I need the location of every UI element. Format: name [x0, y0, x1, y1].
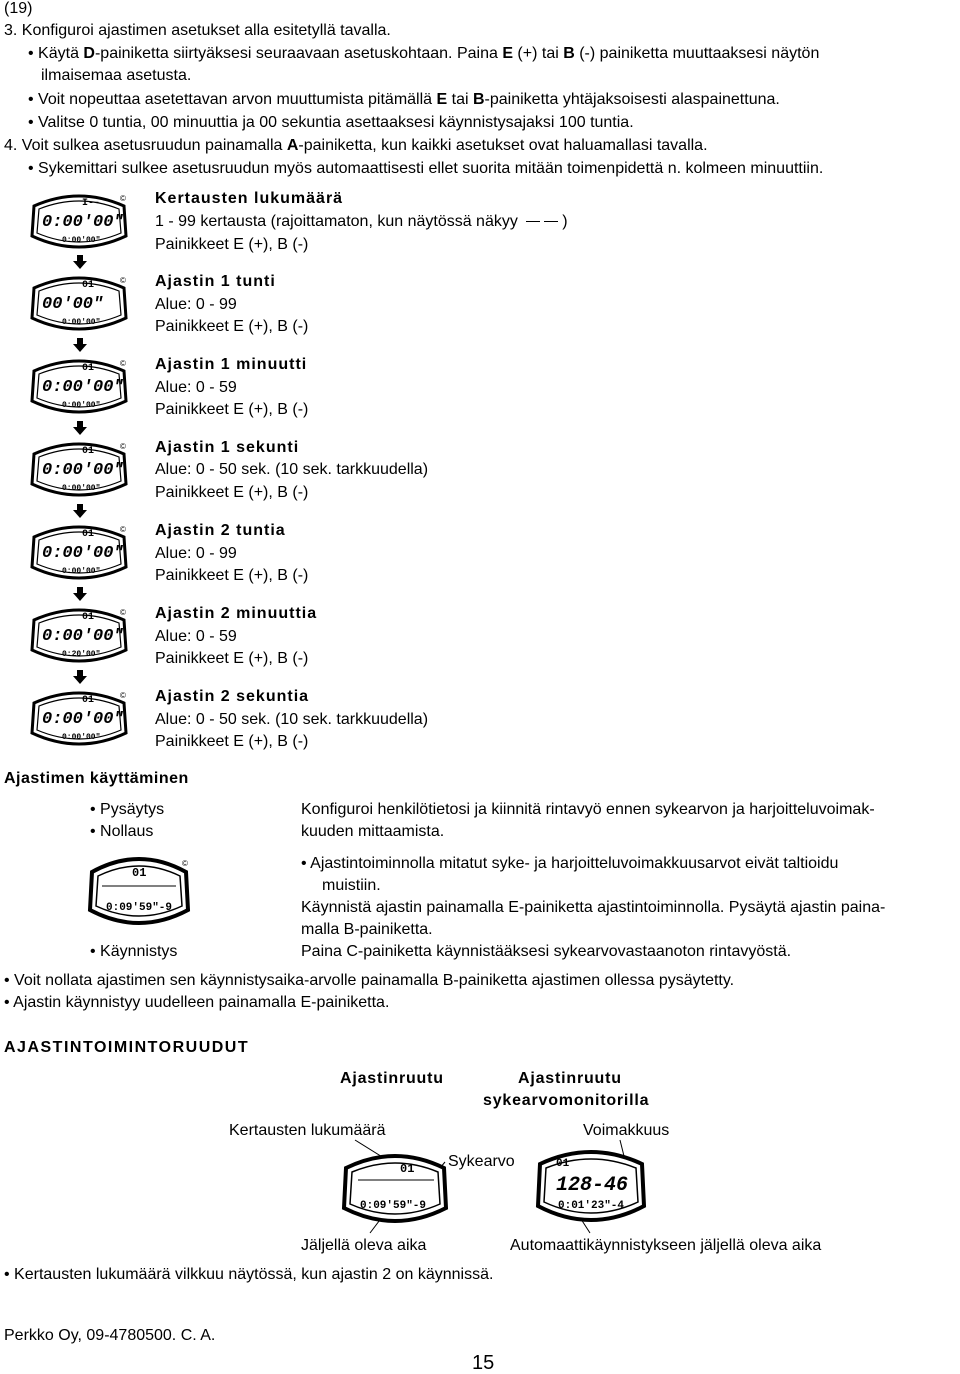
usage-text1-line2: kuuden mittaamista.: [301, 823, 445, 840]
usage-text1-line1: Konfiguroi henkilötietosi ja kiinnitä rintavyö ennen sykearvon ja harjoitteluvoimak-: [301, 801, 875, 818]
watch-lap-icon: ©: [120, 442, 126, 451]
footer-company: Perkko Oy, 09-4780500. C. A.: [4, 1327, 216, 1344]
timer-hr-screen-main: 128-46: [556, 1174, 629, 1197]
watch-bottom-readout: 0:00'00": [62, 733, 101, 742]
watch-bottom-readout: 0:00'00": [62, 318, 101, 327]
usage-item-start: • Käynnistys: [90, 943, 178, 960]
timer-screen-watch: [338, 1150, 452, 1230]
watch-bottom-readout: 0:00'00": [62, 401, 101, 410]
setting-title: Ajastin 2 sekuntia: [155, 688, 310, 705]
reset-note-2: • Ajastin käynnistyy uudelleen painamalla E-painiketta.: [4, 994, 390, 1011]
watch-lap-icon: ©: [120, 359, 126, 368]
screens-note: • Kertausten lukumäärä vilkkuu näytössä, kun ajastin 2 on käynnissä.: [4, 1266, 494, 1283]
step3-title: 3. Konfiguroi ajastimen asetukset alla esitetyllä tavalla.: [4, 22, 391, 39]
usage-start-line1: Käynnistä ajastin painamalla E-painiketta ajastintoiminnolla. Pysäytä ajastin paina-: [301, 899, 886, 916]
usage-bullet-line1: • Ajastintoiminnolla mitatut syke- ja harjoitteluvoimakkuusarvot eivät taltioidu: [301, 855, 839, 872]
watch-main-readout: 00'00": [42, 295, 104, 314]
step3-bullet1: • Käytä D-painiketta siirtyäksesi seuraavaan asetuskohtaan. Paina E (+) tai B (-) painiketta muuttaaksesi näytön: [28, 45, 820, 62]
watch-main-readout: 0:00'00": [42, 627, 124, 646]
step4-title: 4. Voit sulkea asetusruudun painamalla A-painiketta, kun kaikki asetukset ovat haluamallasi tavalla.: [4, 137, 708, 154]
setting-buttons: Painikkeet E (+), B (-): [155, 733, 309, 750]
setting-range: Alue: 0 - 50 sek. (10 sek. tarkkuudella): [155, 711, 429, 728]
watch-main-readout: 0:00'00": [42, 710, 124, 729]
usage-bullet-line2: muistiin.: [322, 877, 381, 894]
watch-top-readout: I--: [82, 198, 101, 209]
usage-watch-bottom: 0:09'59"-9: [106, 902, 173, 914]
screens-heading: AJASTINTOIMINTORUUDUT: [4, 1039, 250, 1056]
setting-buttons: Painikkeet E (+), B (-): [155, 236, 309, 253]
watch-main-readout: 0:00'00": [42, 213, 124, 232]
setting-range: 1 - 99 kertausta (rajoittamaton, kun näytössä näkyy ): [155, 213, 568, 230]
timer-hr-screen-watch: [532, 1146, 650, 1230]
svg-text:©: ©: [182, 859, 188, 868]
label-autostart-remaining: Automaattikäynnistykseen jäljellä oleva aika: [510, 1237, 822, 1254]
watch-lap-icon: ©: [120, 276, 126, 285]
screens-col2-title-1: Ajastinruutu: [518, 1070, 622, 1087]
setting-buttons: Painikkeet E (+), B (-): [155, 318, 309, 335]
label-heart-rate: Sykearvo: [448, 1153, 515, 1170]
usage-watch-top: 01: [132, 866, 147, 880]
setting-range: Alue: 0 - 99: [155, 296, 237, 313]
timer-hr-screen-top: 01: [556, 1158, 570, 1170]
watch-bottom-readout: 0:20'00": [62, 650, 101, 659]
watch-bottom-readout: 0:00'00": [62, 484, 101, 493]
label-repetitions: Kertausten lukumäärä: [229, 1122, 386, 1139]
setting-title: Ajastin 1 tunti: [155, 273, 276, 290]
step4-bullet1: • Sykemittari sulkee asetusruudun myös automaattisesti ellet suorita mitään toimenpidettä n. kolmeen minuuttiin.: [28, 160, 824, 177]
setting-buttons: Painikkeet E (+), B (-): [155, 401, 309, 418]
setting-range: Alue: 0 - 99: [155, 545, 237, 562]
watch-top-readout: 01: [82, 446, 95, 457]
setting-title: Ajastin 1 minuutti: [155, 356, 308, 373]
setting-title: Ajastin 1 sekunti: [155, 439, 300, 456]
watch-top-readout: 01: [82, 695, 95, 706]
setting-buttons: Painikkeet E (+), B (-): [155, 567, 309, 584]
watch-lap-icon: ©: [120, 691, 126, 700]
step3-bullet2: • Voit nopeuttaa asetettavan arvon muuttumista pitämällä E tai B-painiketta yhtäjaksoisesti alaspainettuna.: [28, 91, 780, 108]
step3-bullet3: • Valitse 0 tuntia, 00 minuuttia ja 00 sekuntia asettaaksesi käynnistysajaksi 100 tuntia.: [28, 114, 634, 131]
watch-lap-icon: ©: [120, 525, 126, 534]
setting-buttons: Painikkeet E (+), B (-): [155, 650, 309, 667]
screens-col2-title-2: sykearvomonitorilla: [483, 1092, 650, 1109]
reset-note-1: • Voit nollata ajastimen sen käynnistysaika-arvolle painamalla B-painiketta ajastimen ollessa pysäytetty.: [4, 972, 735, 989]
watch-top-readout: 01: [82, 363, 95, 374]
usage-item-reset: • Nollaus: [90, 823, 154, 840]
setting-title: Kertausten lukumäärä: [155, 190, 344, 207]
watch-top-readout: 01: [82, 280, 95, 291]
watch-top-readout: 01: [82, 612, 95, 623]
usage-heading: Ajastimen käyttäminen: [4, 770, 189, 787]
setting-range: Alue: 0 - 50 sek. (10 sek. tarkkuudella): [155, 461, 429, 478]
screens-col1-title: Ajastinruutu: [340, 1070, 444, 1087]
watch-top-readout: 01: [82, 529, 95, 540]
setting-range: Alue: 0 - 59: [155, 379, 237, 396]
usage-start-line3: Paina C-painiketta käynnistääksesi sykearvovastaanoton rintavyöstä.: [301, 943, 792, 960]
watch-lap-icon: ©: [120, 608, 126, 617]
label-intensity: Voimakkuus: [583, 1122, 670, 1139]
setting-title: Ajastin 2 tuntia: [155, 522, 286, 539]
usage-start-line2: malla B-painiketta.: [301, 921, 433, 938]
setting-buttons: Painikkeet E (+), B (-): [155, 484, 309, 501]
timer-screen-bottom: 0:09'59"-9: [360, 1200, 427, 1212]
page-number: 15: [472, 1352, 495, 1374]
usage-item-pause: • Pysäytys: [90, 801, 165, 818]
watch-bottom-readout: 0:00'00": [62, 567, 101, 576]
timer-hr-screen-bottom: 0:01'23"-4: [558, 1200, 625, 1212]
setting-title: Ajastin 2 minuuttia: [155, 605, 318, 622]
label-remaining-time: Jäljellä oleva aika: [301, 1237, 427, 1254]
watch-main-readout: 0:00'00": [42, 461, 124, 480]
watch-main-readout: 0:00'00": [42, 544, 124, 563]
watch-bottom-readout: 0:00'00": [62, 236, 101, 245]
timer-screen-top: 01: [400, 1162, 415, 1176]
setting-range: Alue: 0 - 59: [155, 628, 237, 645]
step3-bullet1-cont: ilmaisemaa asetusta.: [41, 67, 192, 84]
watch-main-readout: 0:00'00": [42, 378, 124, 397]
watch-lap-icon: ©: [120, 194, 126, 203]
page-marker: (19): [4, 0, 33, 17]
